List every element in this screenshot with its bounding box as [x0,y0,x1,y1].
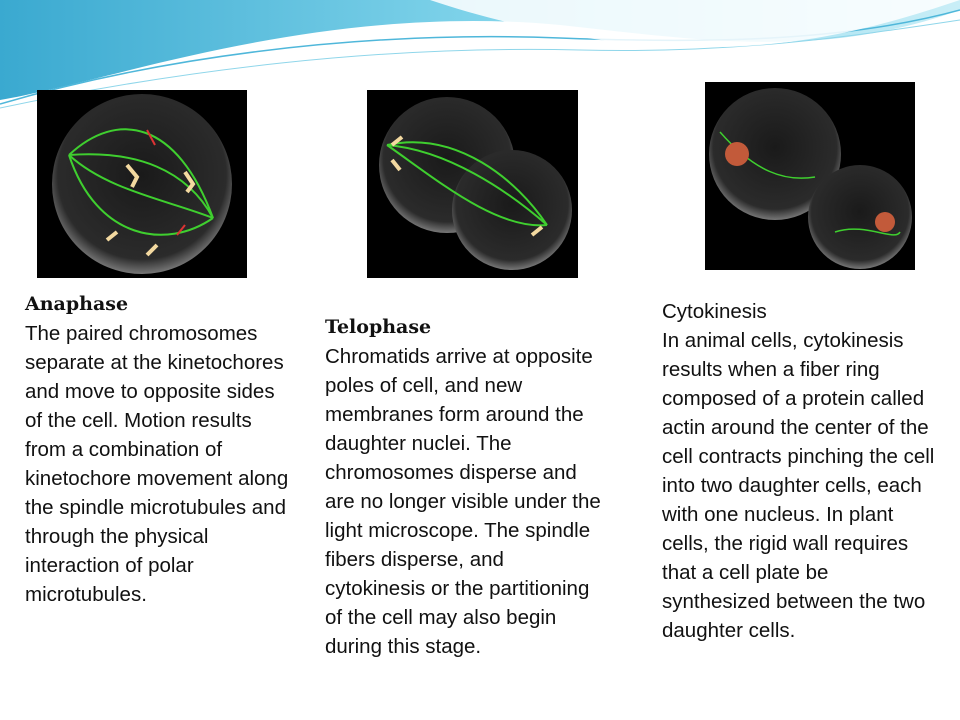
anaphase-section [25,290,295,609]
cytokinesis-title: Cytokinesis [662,300,767,323]
telophase-section [325,313,605,661]
anaphase-image [37,90,247,278]
telophase-description: Chromatids arrive at opposite poles of cell, and new membranes form around the daughter nuclei. The chromosomes disperse and are no longer visible under the light microscope. The spindle fibers disperse, and cytokinesis or the partitioning of the cell may also begin during this stage. [325,345,601,658]
anaphase-description: The paired chromosomes separate at the kinetochores and move to opposite sides of the cell. Motion results from a combination of kinetochore movement along the spindle microtubules and through the physical interaction of polar microtubules. [25,322,289,606]
cytokinesis-section [662,297,937,645]
telophase-title: Telophase [325,316,432,338]
cytokinesis-image [705,82,915,270]
telophase-image [367,90,578,278]
cytokinesis-description: In animal cells, cytokinesis results when a fiber ring composed of a protein called actin around the center of the cell contracts pinching the cell into two daughter cells, each with one nucleus. In plant cells, the rigid wall requires that a cell plate be synthesized between the two daughter cells. [662,329,935,642]
anaphase-title: Anaphase [25,293,129,315]
